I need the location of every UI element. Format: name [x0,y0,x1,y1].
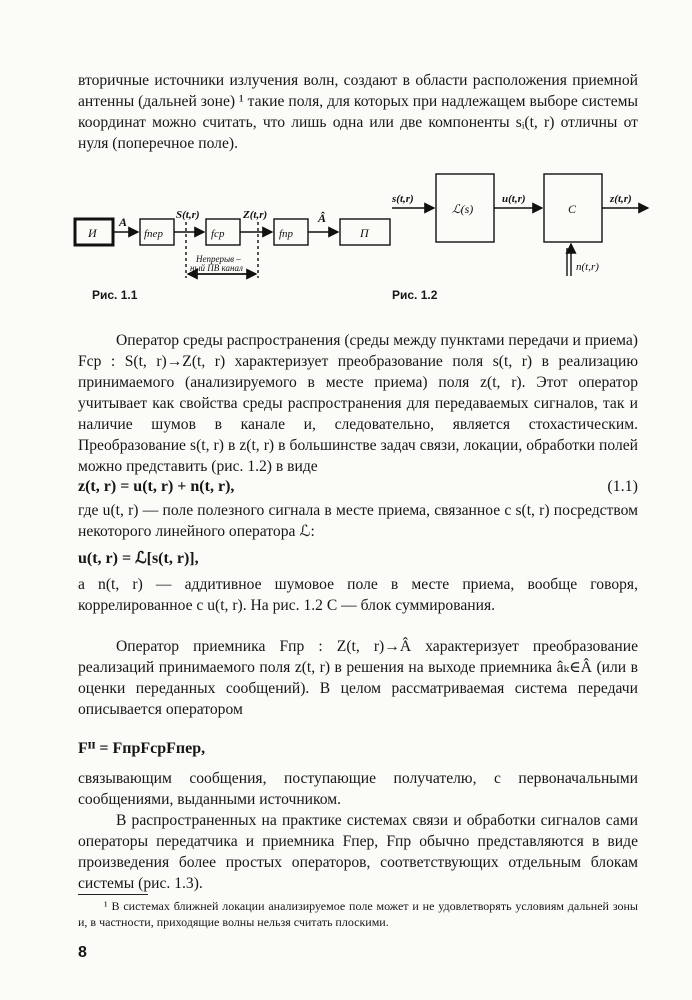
channel-note-line-1: Непрерыв – [196,254,241,264]
equation-3-body: Fᴵᴵ = FпрFсрFпер, [78,740,206,757]
equation-1-1-body: z(t, r) = u(t, r) + n(t, r), [78,478,235,495]
equation-1-1-number: (1.1) [607,478,638,495]
paragraph-4: а n(t, r) — аддитивное шумовое поле в месте приема, вообще говоря, коррелированное с u(t, r). На рис. 1.2 C — блок суммирования. [78,576,638,614]
block-medium: fср [211,228,225,240]
page-number: 8 [78,944,87,961]
figure-1-2-caption: Рис. 1.2 [392,288,438,302]
block-source: И [88,226,97,240]
paragraph-3: где u(t, r) — поле полезного сигнала в месте приема, связанное с s(t, r) посредством некоторого линейного оператора ℒ: [78,502,638,540]
footnote-divider [78,894,148,895]
signal-a-hat: Â [318,211,327,225]
signal-u: u(t,r) [502,193,526,205]
equation-2-body: u(t, r) = ℒ[s(t, r)], [78,550,199,567]
paragraph-5: Оператор приемника Fпр : Z(t, r)→Â характеризует преобразование реализаций принимаемого поля z(t, r) в решения на выходе приемника âₖ∈Â (или в оценки переданных сообщений). В целом рассматриваемая система передачи описывается оператором [78,638,638,718]
block-recipient: П [360,226,369,240]
equation-2 [78,548,638,570]
channel-note-line-2: ный ПВ канал [190,263,243,273]
signal-z: Z(t,r) [243,209,268,221]
paragraph-2: Оператор среды распространения (среды между пунктами передачи и приема) Fср : S(t, r)→Z(t, r) характеризует преобразование поля s(t, r) в реализацию принимаемого (анализируемого в месте приема) поля z(t, r). Этот оператор учитывает как свойства среды распространения для передаваемых сигналов, так и наличие шумов в канале и, следовательно, является стохастическим. Преобразование s(t, r) в z(t, r) в большинстве задач связи, локации, обработки полей можно представить (рис. 1.2) в виде [78,332,638,475]
paragraph-1: вторичные источники излучения волн, создают в области расположения приемной антенны (дальней зоне) ¹ такие поля, для которых при надлежащем выборе системы координат можно считать, что лишь одна или две компоненты sᵢ(t, r) отличны от нуля (поперечное поле). [78,72,638,152]
paragraph-7: В распространенных на практике системах связи и обработки сигналов сами операторы передатчика и приемника Fпер, Fпр обычно представляются в виде произведения более простых операторов, соответствующих отдельным блокам системы (рис. 1.3). [78,812,638,892]
signal-n-noise: n(t,r) [576,261,599,273]
figure-1-1-caption: Рис. 1.1 [92,288,138,302]
signal-a: A [119,215,128,229]
signal-s: S(t,r) [176,209,200,221]
block-summator: C [568,202,577,216]
figure-1-1 [68,200,398,284]
paragraph-6: связывающим сообщения, поступающие получателю, с первоначальными сообщениями, выданными источником. [78,770,638,808]
figure-1-2 [390,166,660,282]
signal-s-input: s(t,r) [392,193,414,205]
signal-z-output: z(t,r) [610,193,632,205]
footnote: ¹ В системах ближней локации анализируемое поле может и не удовлетворять условиям дальней зоны и, в частности, приходящие волны нельзя считать плоскими. [78,899,638,929]
block-receiver: fпр [279,228,294,240]
block-transmitter: fпер [144,228,163,240]
equation-3 [78,738,638,760]
equation-1-1 [78,476,638,498]
block-linear-operator: ℒ(s) [452,202,474,216]
